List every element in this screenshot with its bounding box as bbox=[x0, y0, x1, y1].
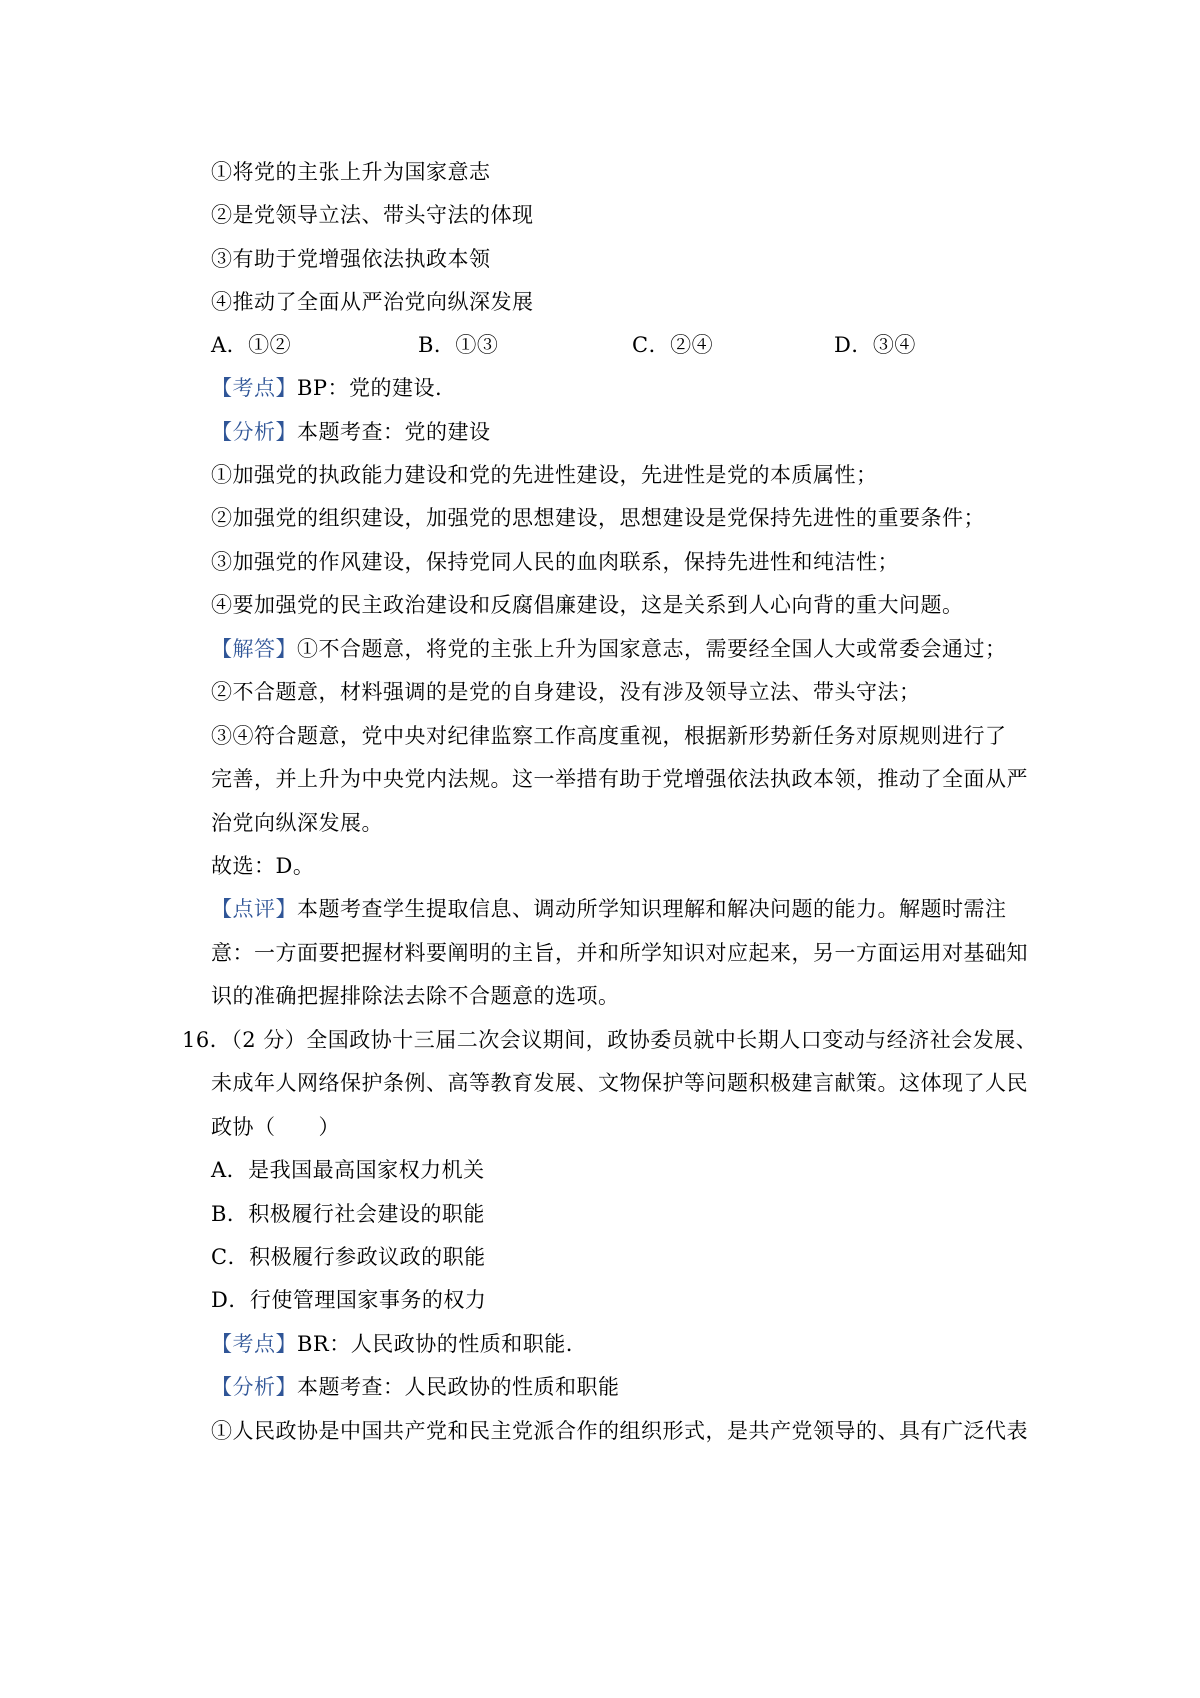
q15-answer-choice: 故选：D。 bbox=[211, 854, 315, 878]
q15-answer-line: ③④符合题意，党中央对纪律监察工作高度重视，根据新形势新任务对原规则进行了 bbox=[211, 724, 1007, 748]
fenxi-text: 本题考查：党的建设 bbox=[297, 420, 491, 444]
q16-fenxi bbox=[211, 1372, 620, 1402]
jieda-tag: 【解答】 bbox=[211, 637, 297, 661]
q15-item-1: ①将党的主张上升为国家意志 bbox=[211, 160, 491, 184]
q15-item-3: ③有助于党增强依法执政本领 bbox=[211, 247, 491, 271]
dianping-tag: 【点评】 bbox=[211, 897, 297, 921]
q16-stem-line: 未成年人网络保护条例、高等教育发展、文物保护等问题积极建言献策。这体现了人民 bbox=[211, 1071, 1028, 1095]
q15-fenxi bbox=[211, 417, 491, 447]
q16-option-b: B．积极履行社会建设的职能 bbox=[211, 1202, 485, 1226]
q15-dianping bbox=[211, 894, 1007, 924]
q15-kaodian bbox=[211, 373, 442, 403]
q15-option-b: B．①③ bbox=[418, 333, 499, 357]
q15-jieda bbox=[211, 634, 1007, 664]
q16-kaodian bbox=[211, 1329, 573, 1359]
q15-analysis-line: ③加强党的作风建设，保持党同人民的血肉联系，保持先进性和纯洁性； bbox=[211, 550, 899, 574]
q15-comment-line: 识的准确把握排除法去除不合题意的选项。 bbox=[211, 984, 620, 1008]
q15-option-a: A．①② bbox=[211, 333, 292, 357]
q16-stem-line: 16．（2 分）全国政协十三届二次会议期间，政协委员就中长期人口变动与经济社会发展、 bbox=[182, 1028, 1038, 1052]
kaodian-tag: 【考点】 bbox=[211, 1332, 297, 1356]
q15-answer-line: 完善，并上升为中央党内法规。这一举措有助于党增强依法执政本领，推动了全面从严 bbox=[211, 767, 1028, 791]
q15-item-2: ②是党领导立法、带头守法的体现 bbox=[211, 203, 534, 227]
q15-comment-line: 意：一方面要把握材料要阐明的主旨，并和所学知识对应起来，另一方面运用对基础知 bbox=[211, 941, 1028, 965]
q15-answer-line: 治党向纵深发展。 bbox=[211, 811, 383, 835]
jieda-text: ①不合题意，将党的主张上升为国家意志，需要经全国人大或常委会通过； bbox=[297, 637, 1007, 661]
q16-option-d: D．行使管理国家事务的权力 bbox=[211, 1288, 487, 1312]
q16-stem-line: 政协（ ） bbox=[211, 1115, 340, 1139]
fenxi-tag: 【分析】 bbox=[211, 420, 297, 444]
kaodian-text: BP：党的建设. bbox=[297, 376, 443, 400]
q15-analysis-line: ②加强党的组织建设，加强党的思想建设，思想建设是党保持先进性的重要条件； bbox=[211, 506, 985, 530]
q15-analysis-line: ①加强党的执政能力建设和党的先进性建设，先进性是党的本质属性； bbox=[211, 463, 878, 487]
q16-option-a: A．是我国最高国家权力机关 bbox=[211, 1158, 485, 1182]
q15-analysis-line: ④要加强党的民主政治建设和反腐倡廉建设，这是关系到人心向背的重大问题。 bbox=[211, 593, 964, 617]
q15-option-d: D．③④ bbox=[834, 333, 916, 357]
kaodian-tag: 【考点】 bbox=[211, 376, 297, 400]
q16-analysis-line: ①人民政协是中国共产党和民主党派合作的组织形式，是共产党领导的、具有广泛代表 bbox=[211, 1419, 1028, 1443]
q15-option-c: C．②④ bbox=[632, 333, 714, 357]
q16-option-c: C．积极履行参政议政的职能 bbox=[211, 1245, 486, 1269]
q15-item-4: ④推动了全面从严治党向纵深发展 bbox=[211, 290, 534, 314]
fenxi-tag: 【分析】 bbox=[211, 1375, 297, 1399]
fenxi-text: 本题考查：人民政协的性质和职能 bbox=[297, 1375, 620, 1399]
kaodian-text: BR：人民政协的性质和职能. bbox=[297, 1332, 573, 1356]
q15-answer-line: ②不合题意，材料强调的是党的自身建设，没有涉及领导立法、带头守法； bbox=[211, 680, 921, 704]
dianping-text: 本题考查学生提取信息、调动所学知识理解和解决问题的能力。解题时需注 bbox=[297, 897, 1007, 921]
